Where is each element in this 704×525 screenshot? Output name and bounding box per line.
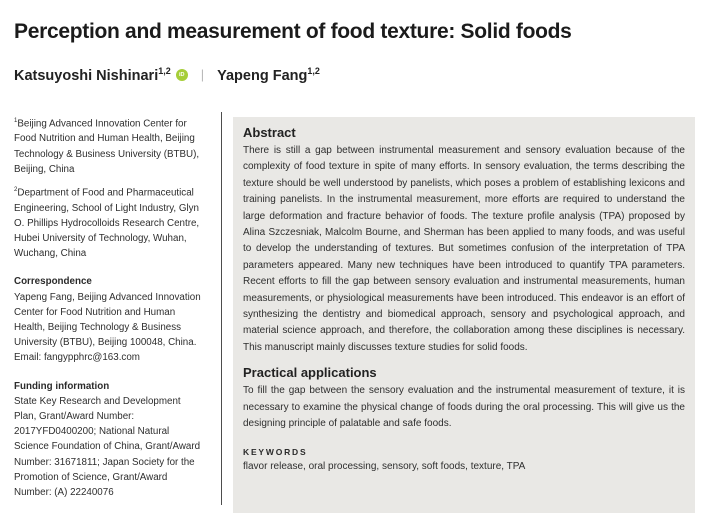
affiliation-1 (14, 114, 205, 177)
author-2 (217, 66, 320, 84)
affiliation-2 (14, 183, 205, 261)
abstract-panel (233, 117, 695, 513)
affiliation-text: Beijing Advanced Innovation Center for Food Nutrition and Human Health, Beijing Technology & Business University (BTBU), Beijing, China (14, 118, 200, 175)
author-separator: | (200, 67, 205, 83)
practical-applications-body: To fill the gap between the sensory evaluation and the instrumental measurement of texture, it is necessary to examine the physical change of foods during the oral processing. This will give us the designing principle of palatable and safe foods. (243, 385, 685, 430)
keywords-heading: KEYWORDS (243, 446, 308, 457)
correspondence-section (14, 274, 205, 365)
column-divider (221, 112, 222, 505)
author-affiliation-superscript: 1,2 (307, 66, 320, 76)
orcid-icon[interactable] (176, 69, 188, 81)
correspondence-heading: Correspondence (14, 276, 92, 288)
funding-heading: Funding information (14, 380, 110, 392)
abstract-body: There is still a gap between instrumental measurement and sensory evaluation because of the complexity of food texture in spite of many efforts. In sensory evaluation, the terms describing the texture should be well understood by panelists, which poses a problem of establishing lexicons and training panelists. In the instrumental measurement, more efforts are required to understand the large deformation and fracture behavior of foods. The texture profile analysis (TPA) proposed by Alina Szczesniak, Malcolm Bourne, and Sherman has been applied to many foods, and was useful to develop the understanding of textures. But sometimes confusion of the interpretation of TPA parameters appeared. Many new techniques have been introduced to quantify TPA parameters. Recent efforts to fill the gap between sensory evaluation and instrumental measurements, human measurements, or physiological measurements have been introduced. This endeavor is an effort of synthesizing the dentistry and biomedical approach, sensory and psychological approach, and material science approach, and therefore, the collaboration among these disciplines is necessary. This manuscript mainly discusses texture studies for solid foods. (243, 145, 685, 353)
practical-applications-heading: Practical applications (243, 365, 377, 381)
author-name: Yapeng Fang (217, 67, 308, 84)
author-affiliation-superscript: 1,2 (158, 66, 171, 76)
abstract-heading: Abstract (243, 125, 296, 140)
correspondence-body: Yapeng Fang, Beijing Advanced Innovation Center for Food Nutrition and Human Health, Beijing Technology & Business University (BTBU), Beijing 100048, China. (14, 291, 201, 349)
article-sidebar (14, 114, 205, 500)
affiliation-text: Department of Food and Pharmaceutical Engineering, School of Light Industry, Glyn O. Phillips Hydrocolloids Research Centre, Hubei University of Technology, Wuhan, Wuchang, China (14, 187, 200, 260)
author-1 (14, 66, 171, 84)
correspondence-email: Email: fangypphrc@163.com (14, 352, 140, 364)
affiliation-marker: 2 (14, 187, 18, 194)
keywords-list: flavor release, oral processing, sensory, soft foods, texture, TPA (243, 460, 526, 472)
article-title: Perception and measurement of food texture: Solid foods (14, 20, 572, 43)
funding-section (14, 379, 205, 501)
orcid-icon-label: iD (178, 71, 185, 78)
affiliation-marker: 1 (14, 118, 18, 124)
author-row (14, 66, 320, 84)
author-name: Katsuyoshi Nishinari (14, 67, 159, 84)
funding-body: State Key Research and Development Plan, Grant/Award Number: 2017YFD0400200; National Natural Science Foundation of China, Grant/Award Number: 31671811; Japan Society for the Promotion of Science, Grant/Award Number: (A) 22240076 (14, 395, 201, 498)
